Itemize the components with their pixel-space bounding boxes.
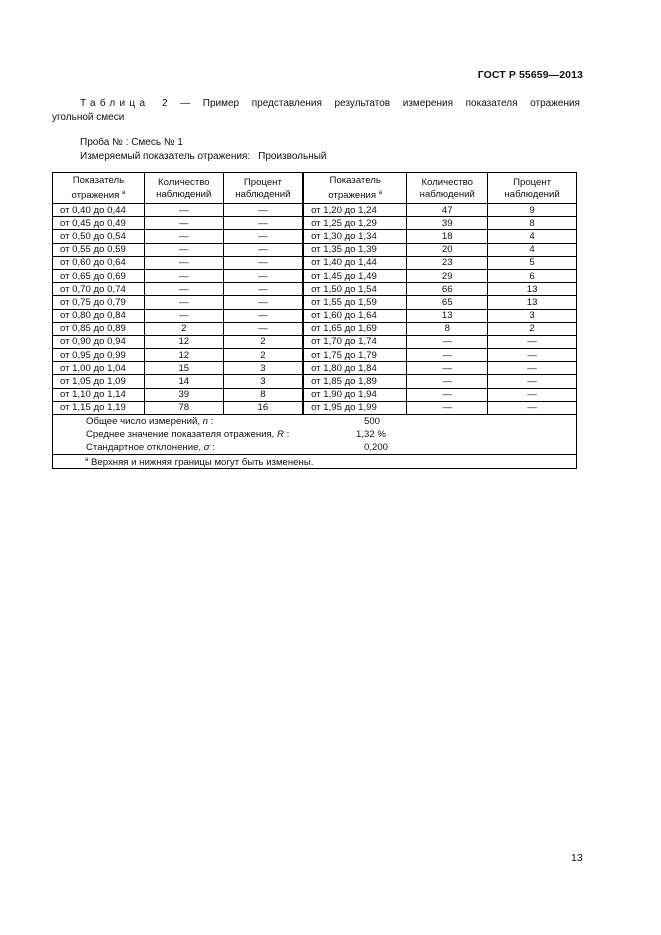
cell-count-left: — <box>144 204 223 217</box>
cell-percent-right: 6 <box>488 269 577 282</box>
cell-percent-left: 3 <box>223 375 303 388</box>
summary-cell <box>53 415 577 455</box>
header-count-left: Количество наблюдений <box>144 173 223 204</box>
summary-total-value: 500 <box>364 416 381 427</box>
header-count-right: Количество наблюдений <box>407 173 488 204</box>
summary-std-label: Стандартное отклонение, σ : <box>86 442 215 453</box>
cell-percent-right: 9 <box>488 204 577 217</box>
cell-range-left: от 0,95 до 0,99 <box>53 349 145 362</box>
cell-range-right: от 1,60 до 1,64 <box>303 309 407 322</box>
cell-percent-left: 2 <box>223 349 303 362</box>
sample-info <box>80 136 327 164</box>
cell-count-left: — <box>144 230 223 243</box>
cell-count-left: — <box>144 283 223 296</box>
cell-count-right: — <box>407 388 488 401</box>
header-range-right: Показатель отражения $^а$ <box>303 173 407 204</box>
cell-range-left: от 0,90 до 0,94 <box>53 335 145 348</box>
summary-mean <box>53 428 576 441</box>
results-table <box>52 172 577 469</box>
cell-percent-left: — <box>223 204 303 217</box>
cell-percent-left: — <box>223 243 303 256</box>
caption-part: — <box>180 98 191 109</box>
cell-percent-left: — <box>223 217 303 230</box>
table-row <box>53 362 577 375</box>
cell-percent-right: 5 <box>488 256 577 269</box>
cell-percent-right: — <box>488 362 577 375</box>
table-row <box>53 309 577 322</box>
sample-label: Проба № : Смесь № 1 <box>80 137 183 148</box>
cell-percent-left: 16 <box>223 401 303 414</box>
cell-count-right: 20 <box>407 243 488 256</box>
cell-count-left: — <box>144 269 223 282</box>
cell-range-right: от 1,95 до 1,99 <box>303 401 407 414</box>
table-row <box>53 269 577 282</box>
cell-count-left: — <box>144 296 223 309</box>
cell-percent-right: 4 <box>488 243 577 256</box>
footnote-mark: а <box>85 457 89 463</box>
cell-range-right: от 1,30 до 1,34 <box>303 230 407 243</box>
header-range-left: Показатель отражения $^а$ <box>53 173 145 204</box>
cell-range-left: от 0,85 до 0,89 <box>53 322 145 335</box>
summary-std-value: 0,200 <box>364 442 389 453</box>
cell-percent-right: 8 <box>488 217 577 230</box>
cell-range-right: от 1,40 до 1,44 <box>303 256 407 269</box>
footnote-cell <box>53 455 577 469</box>
cell-range-left: от 1,00 до 1,04 <box>53 362 145 375</box>
table-row <box>53 243 577 256</box>
table-row <box>53 322 577 335</box>
cell-percent-left: — <box>223 322 303 335</box>
cell-count-left: — <box>144 256 223 269</box>
cell-range-left: от 0,65 до 0,69 <box>53 269 145 282</box>
cell-count-left: 12 <box>144 349 223 362</box>
header-percent-left: Процент наблюдений <box>223 173 303 204</box>
cell-range-left: от 0,45 до 0,49 <box>53 217 145 230</box>
cell-count-left: 2 <box>144 322 223 335</box>
cell-range-left: от 1,10 до 1,14 <box>53 388 145 401</box>
header-percent-right: Процент наблюдений <box>488 173 577 204</box>
caption-part: показателя <box>465 98 518 109</box>
cell-range-left: от 0,60 до 0,64 <box>53 256 145 269</box>
summary-std <box>53 441 576 454</box>
cell-range-left: от 0,75 до 0,79 <box>53 296 145 309</box>
table-row <box>53 230 577 243</box>
cell-range-right: от 1,35 до 1,39 <box>303 243 407 256</box>
cell-count-right: 13 <box>407 309 488 322</box>
indicator-label: Измеряемый показатель отражения: <box>80 151 251 162</box>
cell-percent-left: 3 <box>223 362 303 375</box>
table-row <box>53 256 577 269</box>
table-row <box>53 388 577 401</box>
cell-range-right: от 1,55 до 1,59 <box>303 296 407 309</box>
cell-count-right: — <box>407 362 488 375</box>
caption-part: представления <box>251 98 322 109</box>
caption-part: Пример <box>202 98 240 109</box>
cell-percent-left: — <box>223 283 303 296</box>
cell-count-right: — <box>407 335 488 348</box>
indicator-value: Произвольный <box>258 151 327 162</box>
cell-count-left: 15 <box>144 362 223 375</box>
cell-percent-right: 4 <box>488 230 577 243</box>
cell-range-right: от 1,45 до 1,49 <box>303 269 407 282</box>
cell-count-right: — <box>407 375 488 388</box>
caption-part: 2 <box>161 98 168 109</box>
cell-count-right: 39 <box>407 217 488 230</box>
cell-range-right: от 1,85 до 1,89 <box>303 375 407 388</box>
cell-percent-right: — <box>488 375 577 388</box>
cell-percent-left: 8 <box>223 388 303 401</box>
cell-percent-left: — <box>223 269 303 282</box>
table-body <box>53 204 577 415</box>
cell-count-right: 18 <box>407 230 488 243</box>
cell-range-left: от 0,80 до 0,84 <box>53 309 145 322</box>
table-row <box>53 401 577 414</box>
table-row <box>53 204 577 217</box>
summary-total <box>53 415 576 428</box>
table-row <box>53 217 577 230</box>
cell-percent-right: 13 <box>488 296 577 309</box>
cell-range-right: от 1,50 до 1,54 <box>303 283 407 296</box>
footnote-row <box>53 455 577 469</box>
cell-count-left: 14 <box>144 375 223 388</box>
summary-mean-value: 1,32 % <box>356 429 386 440</box>
summary-total-label: Общее число измерений, n : <box>86 416 214 427</box>
cell-range-right: от 1,90 до 1,94 <box>303 388 407 401</box>
cell-count-left: 12 <box>144 335 223 348</box>
cell-range-left: от 0,50 до 0,54 <box>53 230 145 243</box>
cell-count-right: 23 <box>407 256 488 269</box>
cell-count-right: 29 <box>407 269 488 282</box>
cell-range-left: от 0,70 до 0,74 <box>53 283 145 296</box>
caption-table-word: Таблица <box>80 98 150 109</box>
table-header-row <box>53 173 577 204</box>
summary-mean-label: Среднее значение показателя отражения, R : <box>86 429 290 440</box>
page-number: 13 <box>571 852 583 864</box>
cell-count-right: — <box>407 349 488 362</box>
caption-line-1 <box>80 97 580 111</box>
cell-range-left: от 1,05 до 1,09 <box>53 375 145 388</box>
cell-count-right: — <box>407 401 488 414</box>
cell-range-left: от 1,15 до 1,19 <box>53 401 145 414</box>
summary-row <box>53 415 577 455</box>
cell-range-right: от 1,20 до 1,24 <box>303 204 407 217</box>
table-row <box>53 375 577 388</box>
cell-count-right: 8 <box>407 322 488 335</box>
cell-percent-right: 13 <box>488 283 577 296</box>
cell-percent-right: — <box>488 388 577 401</box>
caption-part: отражения <box>530 98 580 109</box>
cell-range-left: от 0,40 до 0,44 <box>53 204 145 217</box>
caption-part: результатов <box>334 98 391 109</box>
cell-range-right: от 1,65 до 1,69 <box>303 322 407 335</box>
cell-count-right: 66 <box>407 283 488 296</box>
document-code: ГОСТ Р 55659—2013 <box>477 69 583 81</box>
caption-line-2: угольной смеси <box>52 112 125 123</box>
cell-percent-right: 2 <box>488 322 577 335</box>
cell-percent-right: — <box>488 349 577 362</box>
cell-range-right: от 1,80 до 1,84 <box>303 362 407 375</box>
cell-percent-right: 3 <box>488 309 577 322</box>
cell-count-left: — <box>144 217 223 230</box>
cell-count-left: 39 <box>144 388 223 401</box>
footnote-text: Верхняя и нижняя границы могут быть изменены. <box>91 457 314 468</box>
cell-percent-left: 2 <box>223 335 303 348</box>
indicator-line <box>80 150 327 164</box>
table-row <box>53 349 577 362</box>
caption-part: измерения <box>402 98 453 109</box>
cell-range-left: от 0,55 до 0,59 <box>53 243 145 256</box>
table-caption <box>52 97 580 125</box>
cell-range-right: от 1,75 до 1,79 <box>303 349 407 362</box>
cell-count-right: 65 <box>407 296 488 309</box>
cell-count-left: — <box>144 309 223 322</box>
table-row <box>53 296 577 309</box>
cell-percent-left: — <box>223 230 303 243</box>
cell-range-right: от 1,25 до 1,29 <box>303 217 407 230</box>
cell-count-left: — <box>144 243 223 256</box>
cell-percent-left: — <box>223 296 303 309</box>
cell-count-left: 78 <box>144 401 223 414</box>
cell-percent-left: — <box>223 309 303 322</box>
cell-percent-right: — <box>488 401 577 414</box>
cell-percent-right: — <box>488 335 577 348</box>
cell-percent-left: — <box>223 256 303 269</box>
table-row <box>53 335 577 348</box>
table-row <box>53 283 577 296</box>
cell-range-right: от 1,70 до 1,74 <box>303 335 407 348</box>
cell-count-right: 47 <box>407 204 488 217</box>
